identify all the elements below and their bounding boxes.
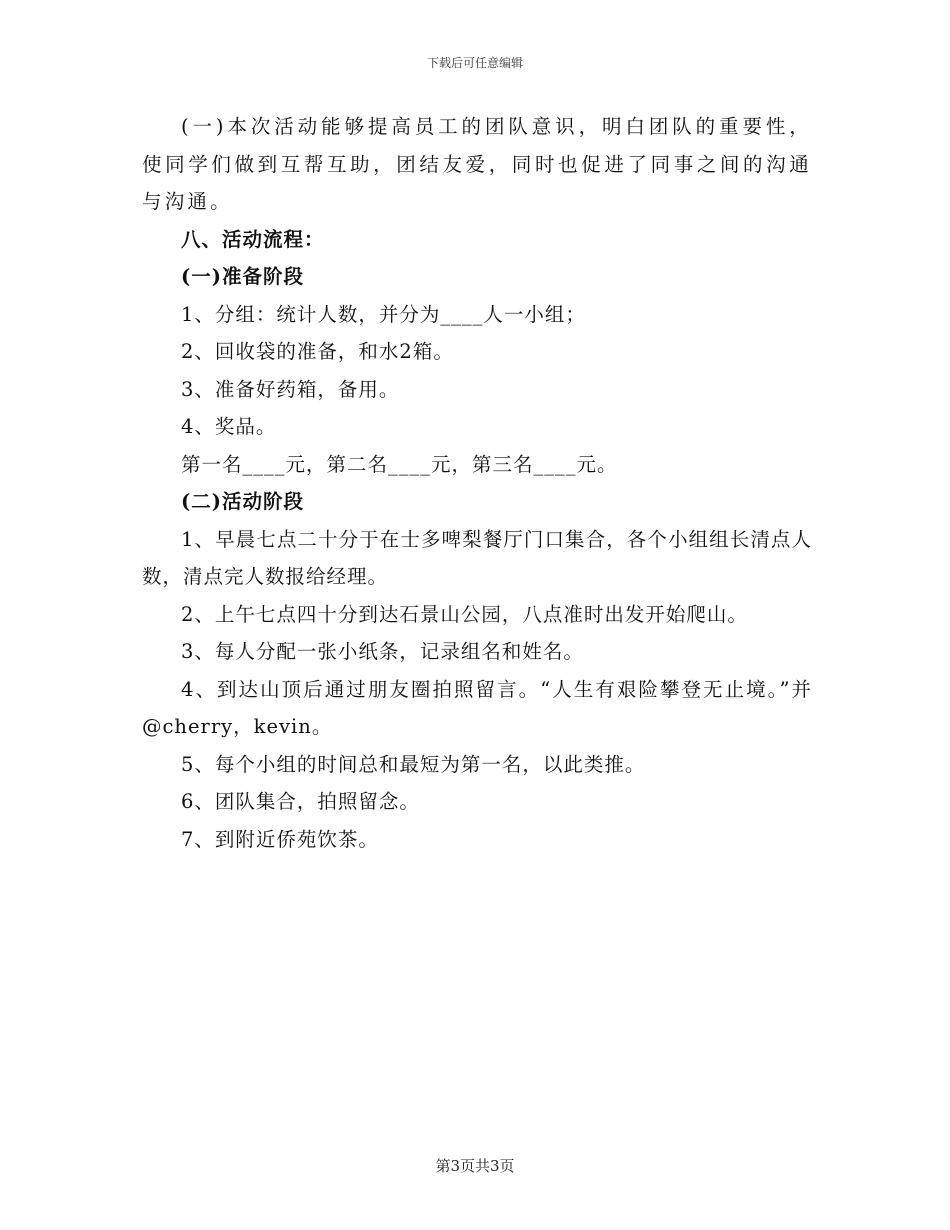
phase1-title: (一)准备阶段 [181,265,304,288]
phase1-item-2: 2、回收袋的准备，和水2箱。 [181,340,454,363]
document-body [142,108,812,858]
phase2-item-7: 7、到附近侨苑饮茶。 [181,827,379,851]
phase2-item-4: 4、到达山顶后通过朋友圈拍照留言。“人生有艰险攀登无止境。”并@cherry，kevin。 [142,677,812,738]
phase2-item-5: 5、每个小组的时间总和最短为第一名，以此类推。 [181,752,646,776]
phase2-item-3: 3、每人分配一张小纸条，记录组名和姓名。 [181,640,584,663]
phase1-item-4: 4、奖品。 [181,415,277,438]
intro-paragraph: (一)本次活动能够提高员工的团队意识，明白团队的重要性，使同学们做到互帮互助，团结友爱，同时也促进了同事之间的沟通与沟通。 [142,115,812,213]
phase2-title: (二)活动阶段 [181,490,304,513]
section-title: 八、活动流程： [181,227,325,251]
phase2-item-6: 6、团队集合，拍照留念。 [181,790,420,813]
page-header-note: 下载后可任意编辑 [426,56,523,70]
page-indicator: 第3页共3页 [435,1157,515,1175]
phase1-item-3: 3、准备好药箱，备用。 [181,377,400,401]
phase1-item-1: 1、分组：统计人数，并分为____人一小组； [181,302,586,326]
phase1-prize-line: 第一名____元，第二名____元，第三名____元。 [181,452,618,476]
phase2-item-2: 2、上午七点四十分到达石景山公园，八点准时出发开始爬山。 [181,602,748,626]
phase2-item-1: 1、早晨七点二十分于在士多啤梨餐厅门口集合，各个小组组长清点人数，清点完人数报给经理。 [142,527,812,588]
